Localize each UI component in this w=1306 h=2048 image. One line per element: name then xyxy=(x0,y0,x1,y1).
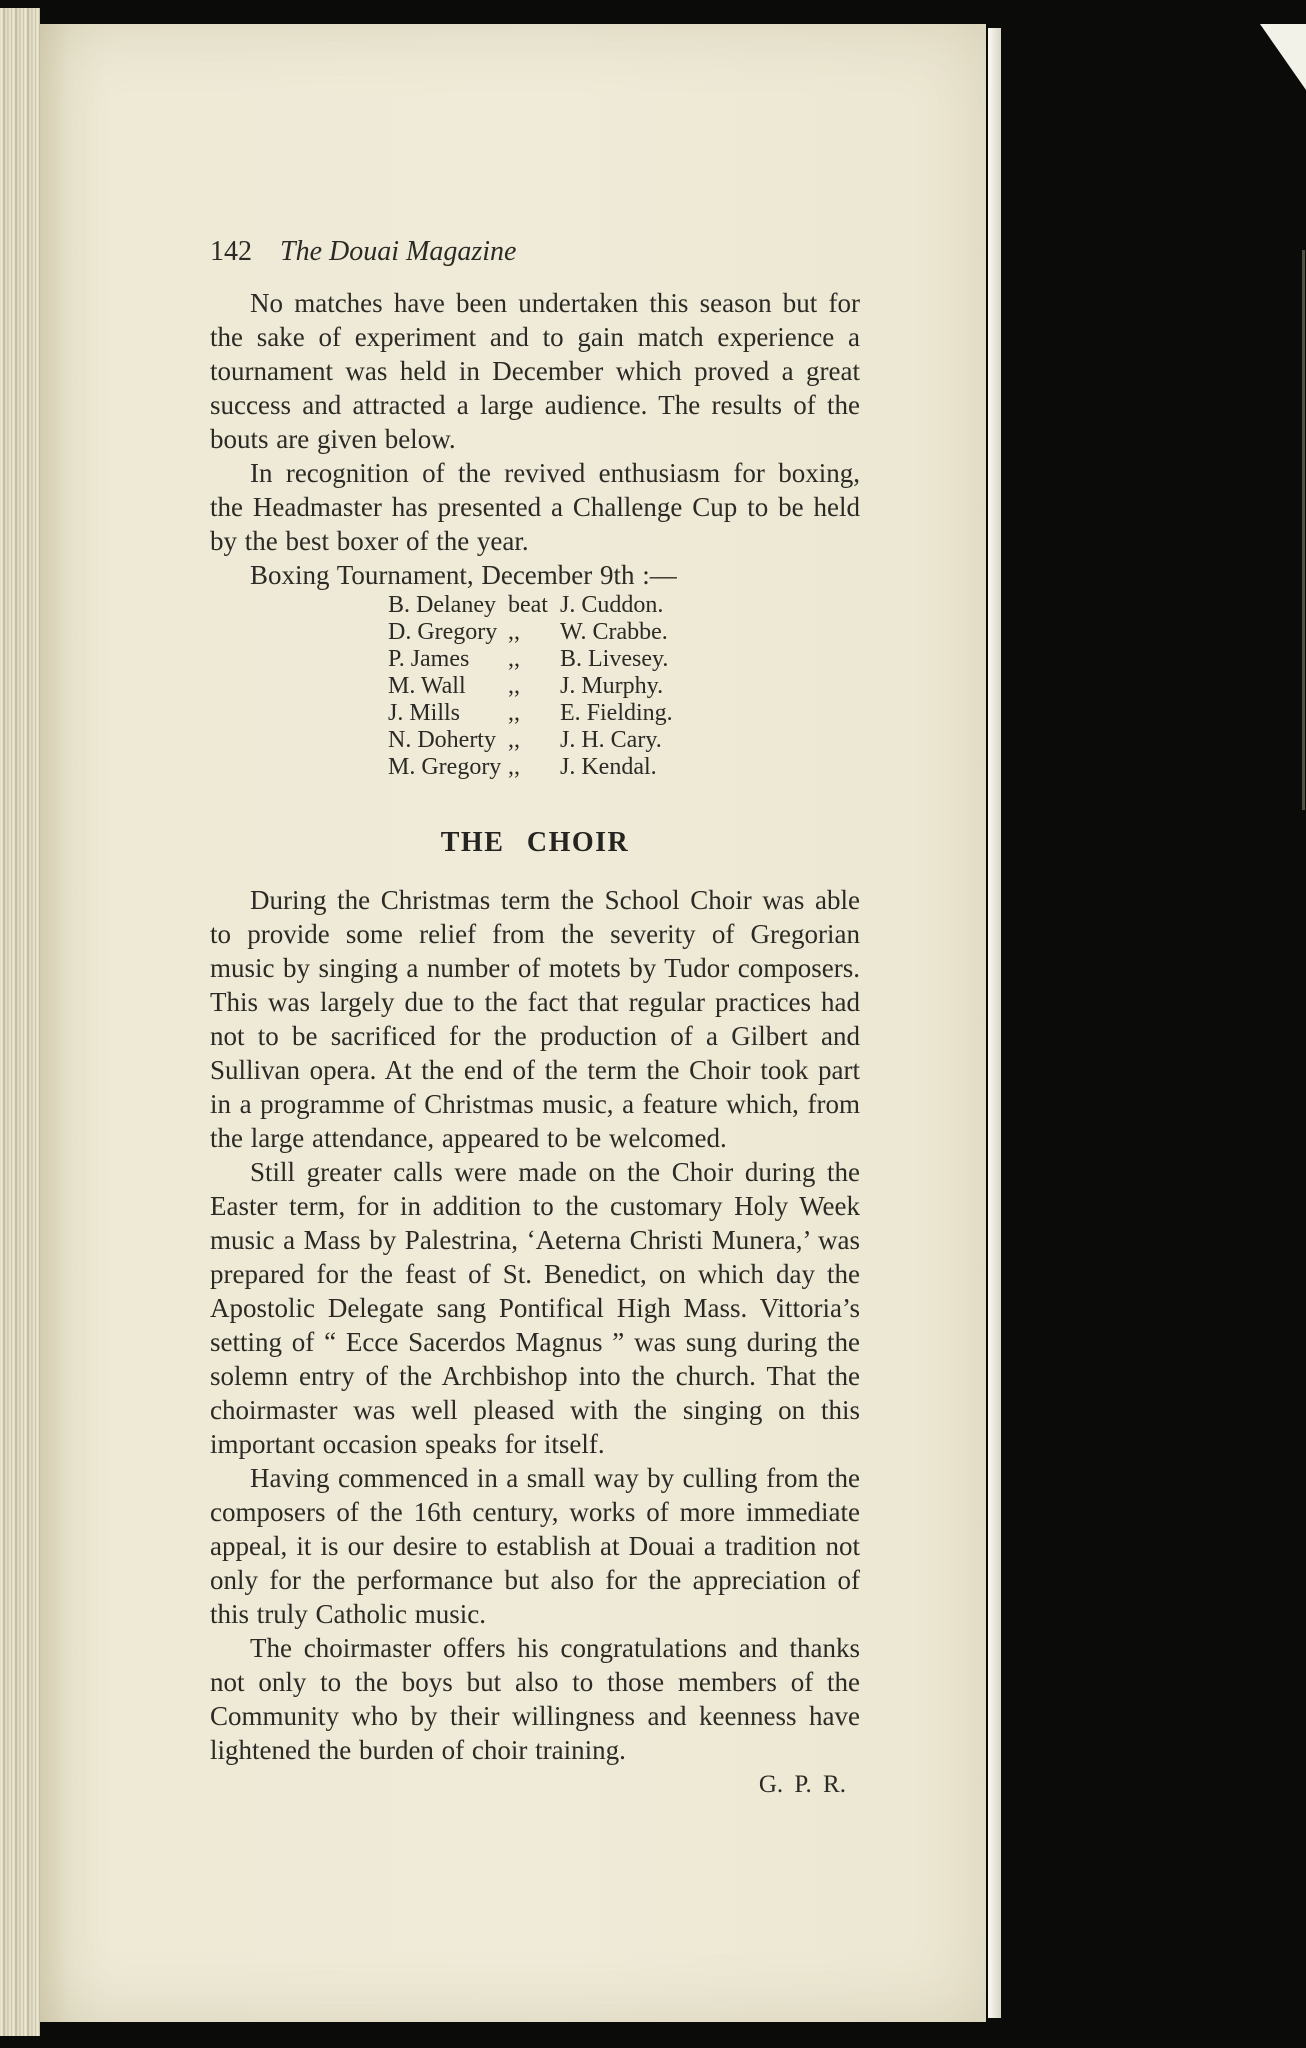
boxing-paragraph: No matches have been undertaken this season but for the sake of experiment and to gain match experience a tournament was held in December which proved a great success and attracted a large audience. The results of the bouts are given below. xyxy=(210,288,860,454)
result-row xyxy=(388,619,860,646)
opponent-name: W. Crabbe. xyxy=(560,619,668,645)
adjacent-page-edge xyxy=(988,28,1001,2018)
result-row xyxy=(388,646,860,673)
page-content xyxy=(210,236,860,1799)
ditto-mark: ,, xyxy=(508,646,520,672)
left-page-edges xyxy=(0,8,40,2036)
book-page xyxy=(40,24,986,2022)
author-initials: G. P. R. xyxy=(758,1771,846,1798)
tournament-results-list xyxy=(388,592,860,781)
winner-name: M. Wall xyxy=(388,673,466,699)
ditto-mark: ,, xyxy=(508,673,520,699)
opponent-name: J. Cuddon. xyxy=(560,592,664,618)
winner-name: M. Gregory xyxy=(388,754,502,780)
choir-paragraph: Still greater calls were made on the Choir during the Easter term, for in addition to the customary Holy Week music a Mass by Palestrina, ‘Aeterna Christi Munera,’ was prepared for the feast of St. Benedict, on which day the Apostolic Delegate sang Pontifical High Mass. Vittoria’s setting of “ Ecce Sacerdos Magnus ” was sung during the solemn entry of the Archbishop into the church. That the choirmaster was well pleased with the singing on this important occasion speaks for itself. xyxy=(210,1157,860,1459)
ditto-mark: ,, xyxy=(508,754,520,780)
result-row xyxy=(388,700,860,727)
winner-name: P. James xyxy=(388,646,470,672)
ditto-mark: ,, xyxy=(508,619,520,645)
opponent-name: B. Livesey. xyxy=(560,646,669,672)
choir-paragraph: The choirmaster offers his congratulations and thanks not only to the boys but also to those members of the Community who by their willingness and keenness have lightened the burden of choir training. xyxy=(210,1633,860,1765)
winner-name: D. Gregory xyxy=(388,619,498,645)
magazine-title: The Douai Magazine xyxy=(280,236,517,267)
scan-artifact-corner xyxy=(1260,24,1306,90)
result-row xyxy=(388,727,860,754)
choir-paragraph: During the Christmas term the School Choir was able to provide some relief from the severity of Gregorian music by singing a number of motets by Tudor composers. This was largely due to the fact that regular practices had not to be sacrificed for the production of a Gilbert and Sullivan opera. At the end of the term the Choir took part in a programme of Christmas music, a feature which, from the large attendance, appeared to be welcomed. xyxy=(210,885,860,1153)
boxing-paragraph: In recognition of the revived enthusiasm for boxing, the Headmaster has presented a Challenge Cup to be held by the best boxer of the year. xyxy=(210,458,860,556)
result-row xyxy=(388,592,860,619)
scan-artifact-edge-line xyxy=(1302,250,1305,810)
result-row xyxy=(388,754,860,781)
running-header xyxy=(210,236,860,268)
ditto-mark: ,, xyxy=(508,700,520,726)
choir-paragraph: Having commenced in a small way by culling from the composers of the 16th century, works of more immediate appeal, it is our desire to establish at Douai a tradition not only for the performance but also for the appreciation of this truly Catholic music. xyxy=(210,1463,860,1629)
opponent-name: J. Kendal. xyxy=(560,754,657,780)
section-heading: THE CHOIR xyxy=(440,827,630,858)
tournament-heading-line: Boxing Tournament, December 9th :— xyxy=(250,560,677,590)
opponent-name: J. Murphy. xyxy=(560,673,664,699)
winner-name: J. Mills xyxy=(388,700,461,726)
result-verb: beat xyxy=(508,592,548,618)
page-number: 142 xyxy=(210,236,252,267)
opponent-name: E. Fielding. xyxy=(560,700,673,726)
opponent-name: J. H. Cary. xyxy=(560,727,662,753)
result-row xyxy=(388,673,860,700)
ditto-mark: ,, xyxy=(508,727,520,753)
winner-name: N. Doherty xyxy=(388,727,496,753)
winner-name: B. Delaney xyxy=(388,592,496,618)
